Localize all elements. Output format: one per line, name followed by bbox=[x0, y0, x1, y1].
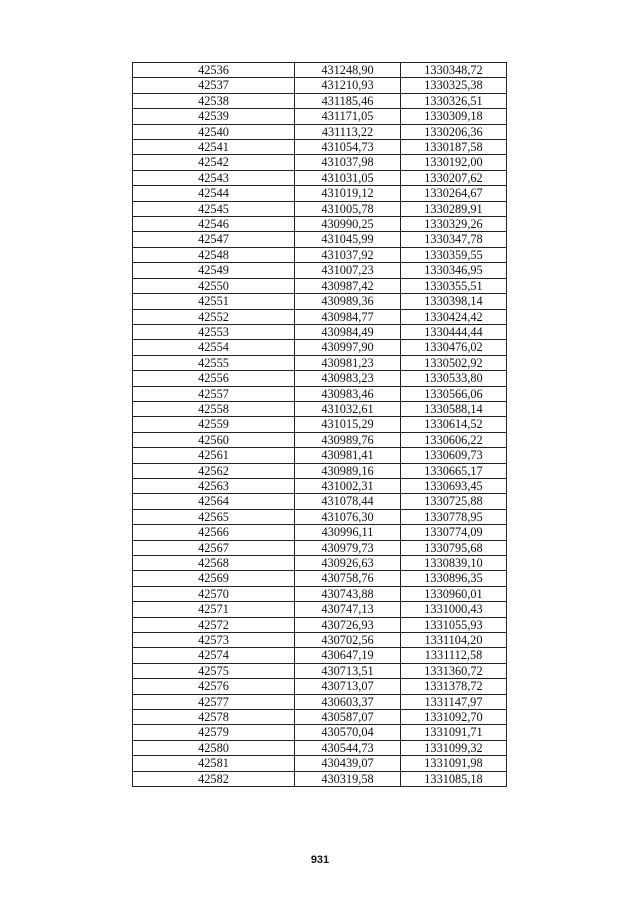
x-coordinate-cell: 431171,05 bbox=[295, 109, 401, 124]
point-number-cell: 42536 bbox=[133, 63, 295, 78]
table-row bbox=[133, 648, 507, 663]
y-coordinate-cell: 1330614,52 bbox=[401, 417, 507, 432]
table-row bbox=[133, 478, 507, 493]
table-row bbox=[133, 93, 507, 108]
y-coordinate-cell: 1330192,00 bbox=[401, 155, 507, 170]
table-row bbox=[133, 602, 507, 617]
table-row bbox=[133, 556, 507, 571]
y-coordinate-cell: 1330533,80 bbox=[401, 371, 507, 386]
table-row bbox=[133, 140, 507, 155]
point-number-cell: 42539 bbox=[133, 109, 295, 124]
table-row bbox=[133, 217, 507, 232]
table-row bbox=[133, 633, 507, 648]
point-number-cell: 42578 bbox=[133, 710, 295, 725]
y-coordinate-cell: 1330348,72 bbox=[401, 63, 507, 78]
table-row bbox=[133, 155, 507, 170]
x-coordinate-cell: 431031,05 bbox=[295, 170, 401, 185]
x-coordinate-cell: 430544,73 bbox=[295, 740, 401, 755]
y-coordinate-cell: 1330896,35 bbox=[401, 571, 507, 586]
table-row bbox=[133, 340, 507, 355]
x-coordinate-cell: 431078,44 bbox=[295, 494, 401, 509]
y-coordinate-cell: 1331112,58 bbox=[401, 648, 507, 663]
point-number-cell: 42557 bbox=[133, 386, 295, 401]
table-row bbox=[133, 263, 507, 278]
y-coordinate-cell: 1331092,70 bbox=[401, 710, 507, 725]
x-coordinate-cell: 430983,23 bbox=[295, 371, 401, 386]
table-row bbox=[133, 725, 507, 740]
point-number-cell: 42579 bbox=[133, 725, 295, 740]
x-coordinate-cell: 431185,46 bbox=[295, 93, 401, 108]
table-row bbox=[133, 78, 507, 93]
table-row bbox=[133, 201, 507, 216]
x-coordinate-cell: 430989,76 bbox=[295, 432, 401, 447]
y-coordinate-cell: 1331085,18 bbox=[401, 771, 507, 786]
table-row bbox=[133, 771, 507, 786]
table-row bbox=[133, 509, 507, 524]
page-number: 931 bbox=[310, 854, 330, 866]
table-row bbox=[133, 232, 507, 247]
table-row bbox=[133, 463, 507, 478]
point-number-cell: 42542 bbox=[133, 155, 295, 170]
table-row bbox=[133, 448, 507, 463]
point-number-cell: 42559 bbox=[133, 417, 295, 432]
point-number-cell: 42569 bbox=[133, 571, 295, 586]
x-coordinate-cell: 430996,11 bbox=[295, 525, 401, 540]
point-number-cell: 42546 bbox=[133, 217, 295, 232]
y-coordinate-cell: 1331091,98 bbox=[401, 756, 507, 771]
point-number-cell: 42570 bbox=[133, 586, 295, 601]
y-coordinate-cell: 1330424,42 bbox=[401, 309, 507, 324]
point-number-cell: 42573 bbox=[133, 633, 295, 648]
y-coordinate-cell: 1331099,32 bbox=[401, 740, 507, 755]
y-coordinate-cell: 1330347,78 bbox=[401, 232, 507, 247]
y-coordinate-cell: 1330325,38 bbox=[401, 78, 507, 93]
y-coordinate-cell: 1330264,67 bbox=[401, 186, 507, 201]
x-coordinate-cell: 430989,16 bbox=[295, 463, 401, 478]
y-coordinate-cell: 1330609,73 bbox=[401, 448, 507, 463]
table-row bbox=[133, 324, 507, 339]
table-row bbox=[133, 525, 507, 540]
x-coordinate-cell: 430743,88 bbox=[295, 586, 401, 601]
y-coordinate-cell: 1330665,17 bbox=[401, 463, 507, 478]
table-row bbox=[133, 355, 507, 370]
coordinates-table-body bbox=[133, 63, 507, 787]
table-row bbox=[133, 109, 507, 124]
y-coordinate-cell: 1330444,44 bbox=[401, 324, 507, 339]
x-coordinate-cell: 431005,78 bbox=[295, 201, 401, 216]
table-row bbox=[133, 663, 507, 678]
point-number-cell: 42560 bbox=[133, 432, 295, 447]
point-number-cell: 42550 bbox=[133, 278, 295, 293]
y-coordinate-cell: 1331091,71 bbox=[401, 725, 507, 740]
x-coordinate-cell: 431019,12 bbox=[295, 186, 401, 201]
x-coordinate-cell: 430984,49 bbox=[295, 324, 401, 339]
x-coordinate-cell: 430984,77 bbox=[295, 309, 401, 324]
x-coordinate-cell: 430979,73 bbox=[295, 540, 401, 555]
x-coordinate-cell: 430926,63 bbox=[295, 556, 401, 571]
x-coordinate-cell: 431113,22 bbox=[295, 124, 401, 139]
point-number-cell: 42545 bbox=[133, 201, 295, 216]
y-coordinate-cell: 1331378,72 bbox=[401, 679, 507, 694]
x-coordinate-cell: 430587,07 bbox=[295, 710, 401, 725]
table-row bbox=[133, 617, 507, 632]
point-number-cell: 42553 bbox=[133, 324, 295, 339]
point-number-cell: 42571 bbox=[133, 602, 295, 617]
point-number-cell: 42564 bbox=[133, 494, 295, 509]
table-row bbox=[133, 694, 507, 709]
table-row bbox=[133, 401, 507, 416]
point-number-cell: 42549 bbox=[133, 263, 295, 278]
point-number-cell: 42565 bbox=[133, 509, 295, 524]
point-number-cell: 42544 bbox=[133, 186, 295, 201]
table-row bbox=[133, 540, 507, 555]
x-coordinate-cell: 430987,42 bbox=[295, 278, 401, 293]
point-number-cell: 42582 bbox=[133, 771, 295, 786]
table-row bbox=[133, 571, 507, 586]
y-coordinate-cell: 1330795,68 bbox=[401, 540, 507, 555]
x-coordinate-cell: 430990,25 bbox=[295, 217, 401, 232]
x-coordinate-cell: 430758,76 bbox=[295, 571, 401, 586]
y-coordinate-cell: 1330725,88 bbox=[401, 494, 507, 509]
y-coordinate-cell: 1330566,06 bbox=[401, 386, 507, 401]
point-number-cell: 42554 bbox=[133, 340, 295, 355]
point-number-cell: 42577 bbox=[133, 694, 295, 709]
table-row bbox=[133, 278, 507, 293]
x-coordinate-cell: 430981,23 bbox=[295, 355, 401, 370]
table-row bbox=[133, 710, 507, 725]
y-coordinate-cell: 1330346,95 bbox=[401, 263, 507, 278]
x-coordinate-cell: 430439,07 bbox=[295, 756, 401, 771]
y-coordinate-cell: 1330206,36 bbox=[401, 124, 507, 139]
point-number-cell: 42576 bbox=[133, 679, 295, 694]
x-coordinate-cell: 430747,13 bbox=[295, 602, 401, 617]
y-coordinate-cell: 1331104,20 bbox=[401, 633, 507, 648]
table-row bbox=[133, 170, 507, 185]
x-coordinate-cell: 431045,99 bbox=[295, 232, 401, 247]
point-number-cell: 42555 bbox=[133, 355, 295, 370]
coordinates-table bbox=[132, 62, 507, 787]
x-coordinate-cell: 431007,23 bbox=[295, 263, 401, 278]
y-coordinate-cell: 1331055,93 bbox=[401, 617, 507, 632]
x-coordinate-cell: 431002,31 bbox=[295, 478, 401, 493]
point-number-cell: 42541 bbox=[133, 140, 295, 155]
y-coordinate-cell: 1330207,62 bbox=[401, 170, 507, 185]
point-number-cell: 42568 bbox=[133, 556, 295, 571]
table-row bbox=[133, 294, 507, 309]
y-coordinate-cell: 1330289,91 bbox=[401, 201, 507, 216]
x-coordinate-cell: 431015,29 bbox=[295, 417, 401, 432]
table-row bbox=[133, 494, 507, 509]
y-coordinate-cell: 1330187,58 bbox=[401, 140, 507, 155]
point-number-cell: 42551 bbox=[133, 294, 295, 309]
x-coordinate-cell: 431076,30 bbox=[295, 509, 401, 524]
y-coordinate-cell: 1330588,14 bbox=[401, 401, 507, 416]
point-number-cell: 42562 bbox=[133, 463, 295, 478]
point-number-cell: 42537 bbox=[133, 78, 295, 93]
table-row bbox=[133, 309, 507, 324]
point-number-cell: 42575 bbox=[133, 663, 295, 678]
y-coordinate-cell: 1330839,10 bbox=[401, 556, 507, 571]
y-coordinate-cell: 1330778,95 bbox=[401, 509, 507, 524]
point-number-cell: 42574 bbox=[133, 648, 295, 663]
point-number-cell: 42581 bbox=[133, 756, 295, 771]
y-coordinate-cell: 1331000,43 bbox=[401, 602, 507, 617]
y-coordinate-cell: 1330359,55 bbox=[401, 247, 507, 262]
table-row bbox=[133, 386, 507, 401]
x-coordinate-cell: 431248,90 bbox=[295, 63, 401, 78]
point-number-cell: 42567 bbox=[133, 540, 295, 555]
point-number-cell: 42558 bbox=[133, 401, 295, 416]
x-coordinate-cell: 430983,46 bbox=[295, 386, 401, 401]
x-coordinate-cell: 430726,93 bbox=[295, 617, 401, 632]
point-number-cell: 42563 bbox=[133, 478, 295, 493]
x-coordinate-cell: 430603,37 bbox=[295, 694, 401, 709]
y-coordinate-cell: 1330309,18 bbox=[401, 109, 507, 124]
x-coordinate-cell: 431054,73 bbox=[295, 140, 401, 155]
y-coordinate-cell: 1330693,45 bbox=[401, 478, 507, 493]
point-number-cell: 42556 bbox=[133, 371, 295, 386]
point-number-cell: 42540 bbox=[133, 124, 295, 139]
y-coordinate-cell: 1330476,02 bbox=[401, 340, 507, 355]
x-coordinate-cell: 430981,41 bbox=[295, 448, 401, 463]
table-row bbox=[133, 679, 507, 694]
point-number-cell: 42572 bbox=[133, 617, 295, 632]
y-coordinate-cell: 1330329,26 bbox=[401, 217, 507, 232]
x-coordinate-cell: 431037,98 bbox=[295, 155, 401, 170]
y-coordinate-cell: 1330502,92 bbox=[401, 355, 507, 370]
point-number-cell: 42580 bbox=[133, 740, 295, 755]
point-number-cell: 42548 bbox=[133, 247, 295, 262]
x-coordinate-cell: 430997,90 bbox=[295, 340, 401, 355]
table-row bbox=[133, 586, 507, 601]
table-row bbox=[133, 371, 507, 386]
table-row bbox=[133, 740, 507, 755]
x-coordinate-cell: 431032,61 bbox=[295, 401, 401, 416]
x-coordinate-cell: 430319,58 bbox=[295, 771, 401, 786]
y-coordinate-cell: 1330606,22 bbox=[401, 432, 507, 447]
point-number-cell: 42552 bbox=[133, 309, 295, 324]
point-number-cell: 42547 bbox=[133, 232, 295, 247]
x-coordinate-cell: 430702,56 bbox=[295, 633, 401, 648]
y-coordinate-cell: 1331360,72 bbox=[401, 663, 507, 678]
y-coordinate-cell: 1331147,97 bbox=[401, 694, 507, 709]
x-coordinate-cell: 430647,19 bbox=[295, 648, 401, 663]
y-coordinate-cell: 1330398,14 bbox=[401, 294, 507, 309]
x-coordinate-cell: 430570,04 bbox=[295, 725, 401, 740]
x-coordinate-cell: 431210,93 bbox=[295, 78, 401, 93]
point-number-cell: 42566 bbox=[133, 525, 295, 540]
x-coordinate-cell: 430713,51 bbox=[295, 663, 401, 678]
y-coordinate-cell: 1330960,01 bbox=[401, 586, 507, 601]
y-coordinate-cell: 1330326,51 bbox=[401, 93, 507, 108]
y-coordinate-cell: 1330355,51 bbox=[401, 278, 507, 293]
table-row bbox=[133, 417, 507, 432]
x-coordinate-cell: 430989,36 bbox=[295, 294, 401, 309]
table-row bbox=[133, 432, 507, 447]
table-row bbox=[133, 756, 507, 771]
table-row bbox=[133, 247, 507, 262]
point-number-cell: 42543 bbox=[133, 170, 295, 185]
x-coordinate-cell: 430713,07 bbox=[295, 679, 401, 694]
table-row bbox=[133, 124, 507, 139]
point-number-cell: 42538 bbox=[133, 93, 295, 108]
table-row bbox=[133, 186, 507, 201]
x-coordinate-cell: 431037,92 bbox=[295, 247, 401, 262]
table-row bbox=[133, 63, 507, 78]
y-coordinate-cell: 1330774,09 bbox=[401, 525, 507, 540]
point-number-cell: 42561 bbox=[133, 448, 295, 463]
